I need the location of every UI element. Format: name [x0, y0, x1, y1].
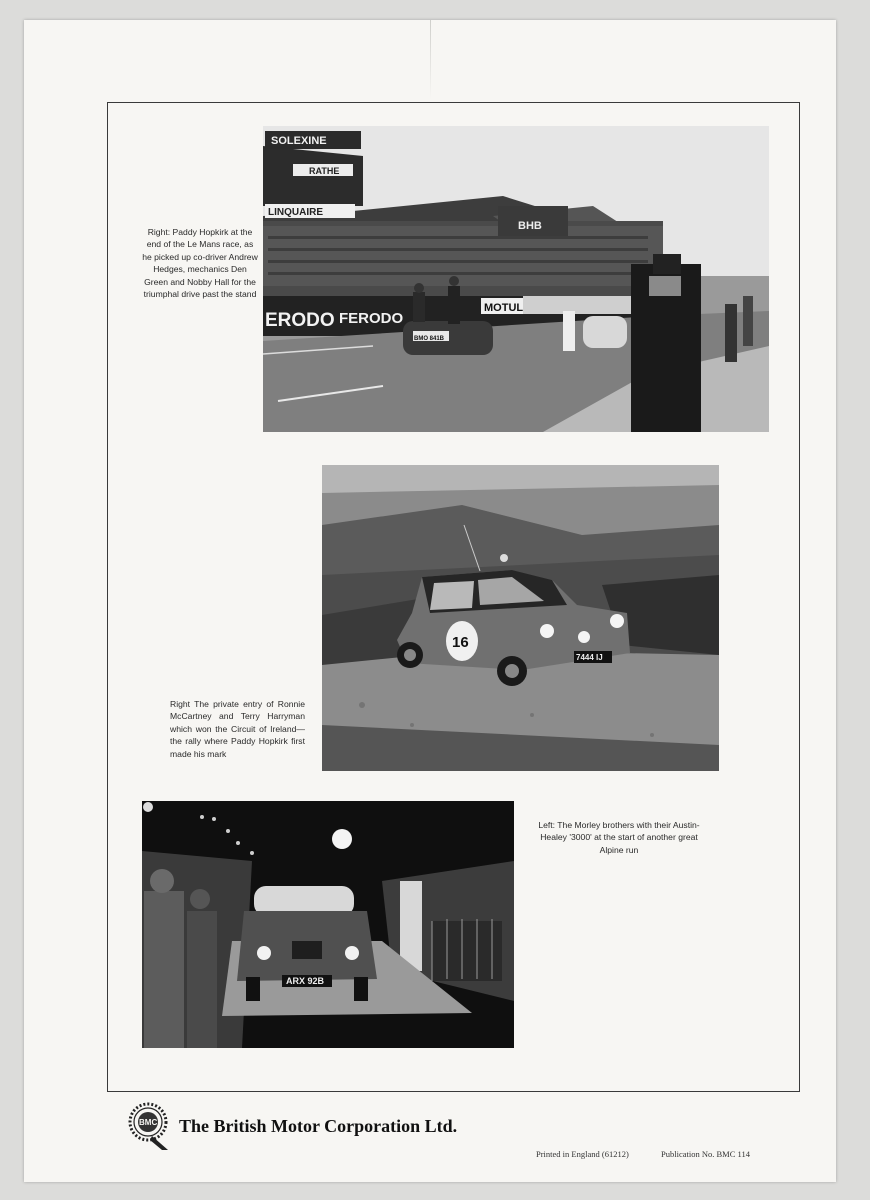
- sign-bhb: BHB: [518, 220, 542, 232]
- ireland-caption: Right The private entry of Ronnie McCartney and Terry Harryman which won the Circuit of Ireland—the rally where Paddy Hopkirk first made his mark: [170, 699, 305, 759]
- le-mans-photo: [263, 126, 769, 432]
- sign-ferodo-right: FERODO: [339, 310, 404, 327]
- paper-fold-crease: [430, 20, 431, 100]
- ireland-rally-photo: [322, 465, 719, 771]
- mini-plate: 7444 IJ: [576, 653, 603, 662]
- healey-plate: ARX 92B: [286, 976, 325, 986]
- le-mans-caption: Right: Paddy Hopkirk at the end of the Le Mans race, as he picked up co-driver Andrew Hedges, mechanics Den Green and Nobby Hall for the triumphal drive past the stand: [142, 227, 258, 300]
- mini-race-number: 16: [452, 634, 469, 651]
- sign-rathe: RATHE: [309, 166, 340, 176]
- sign-ferodo-left: ERODO: [265, 310, 335, 331]
- bmc-logo-text: BMC: [139, 1118, 158, 1127]
- sign-linquaire: LINQUAIRE: [268, 207, 323, 218]
- alpine-start-photo: [142, 801, 514, 1048]
- alpine-caption: Left: The Morley brothers with their Austin-Healey '3000' at the start of another great Alpine run: [538, 820, 700, 855]
- le-mans-car-plate: BMO 841B: [414, 336, 445, 342]
- bmc-rosette-logo: [122, 1100, 174, 1152]
- printed-in-england: Printed in England (61212): [536, 1149, 629, 1159]
- sign-solexine: SOLEXINE: [271, 135, 327, 147]
- company-name: The British Motor Corporation Ltd.: [179, 1116, 458, 1136]
- sign-motul: MOTUL: [484, 302, 524, 314]
- publication-number: Publication No. BMC 114: [661, 1149, 750, 1159]
